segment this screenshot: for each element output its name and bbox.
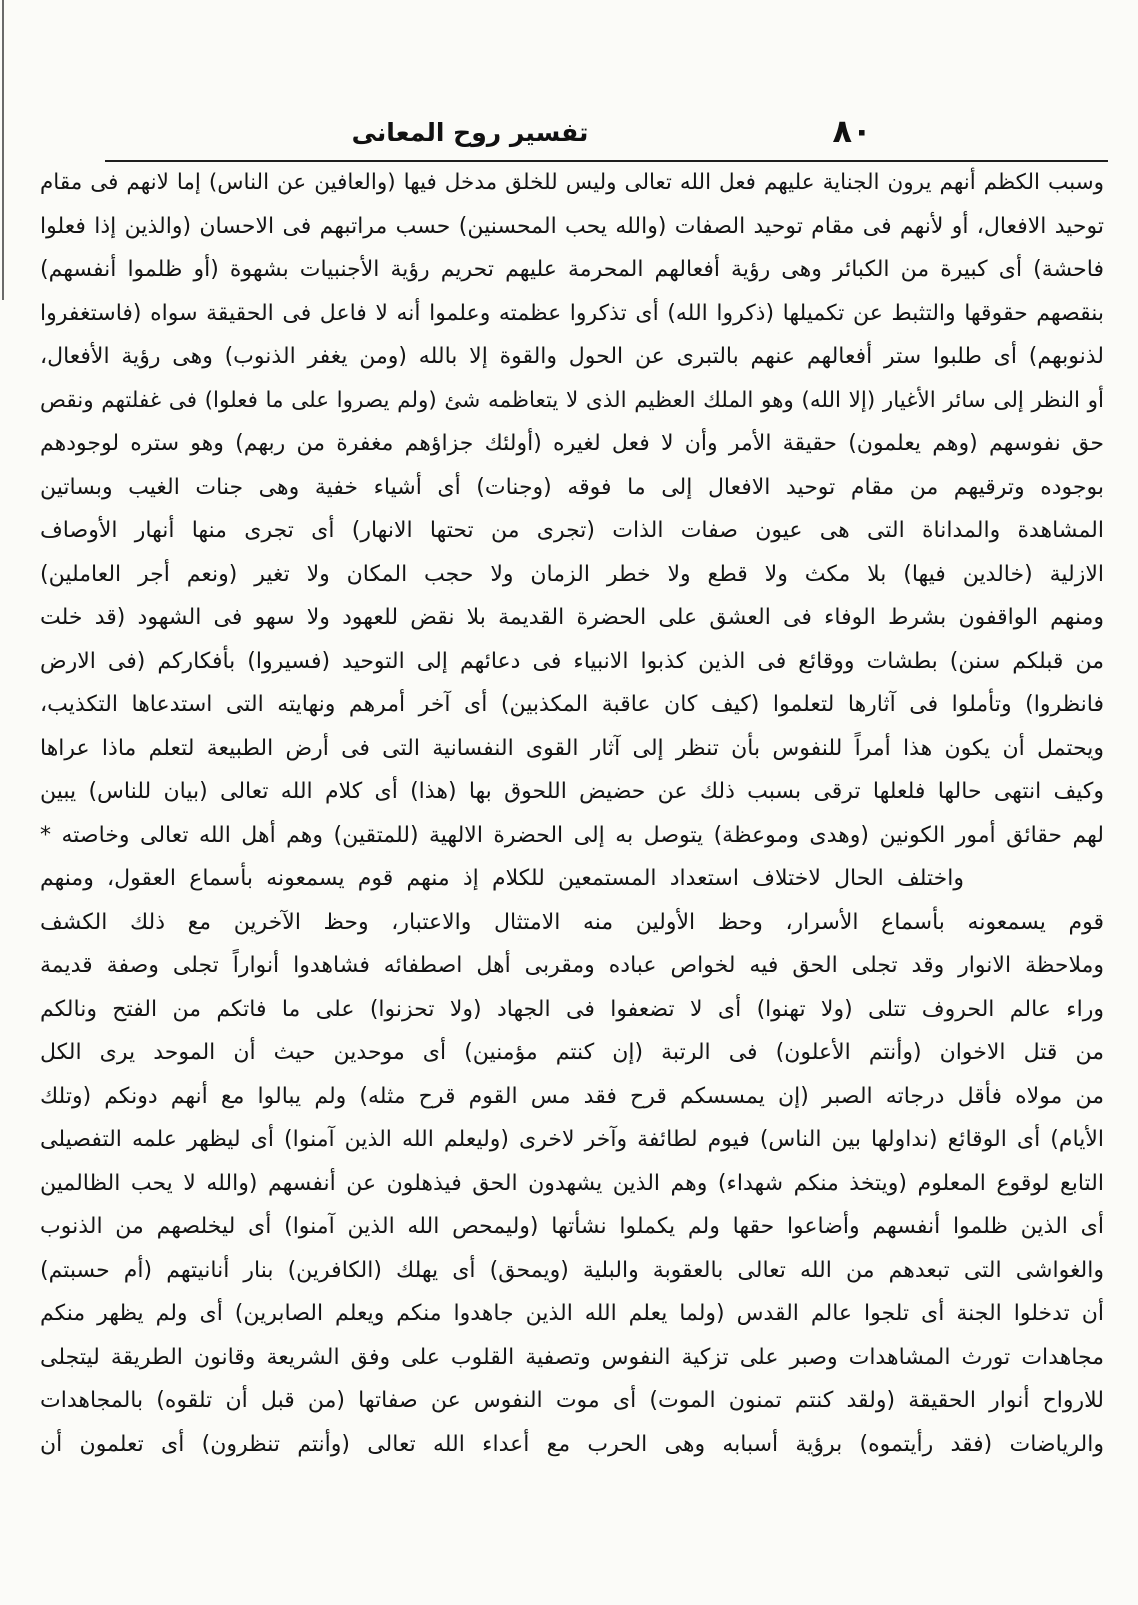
text-line <box>40 1118 1104 1162</box>
text-line <box>40 466 1104 510</box>
running-header <box>0 110 1138 160</box>
text-line <box>40 640 1104 684</box>
text-line-content: أو النظر إلى سائر الأغيار (إلا الله) وهو الملك العظيم الذى لا يتعاظمه شئ (ولم يصروا على ما فعلوا) فى غفلتهم ونقص <box>40 387 1104 413</box>
text-line-content: بوجوده وترقيهم من مقام توحيد الافعال إلى ما فوقه (وجنات) أى أشياء خفية وهى جنات الغيب وبساتين <box>40 474 1104 500</box>
text-line <box>40 292 1104 336</box>
text-line <box>40 422 1104 466</box>
text-line <box>40 1336 1104 1380</box>
text-line <box>40 770 1104 814</box>
text-line <box>40 248 1104 292</box>
text-line-content: أى الذين ظلموا أنفسهم وأضاعوا حقها ولم يكملوا نشأتها (وليمحص الله الذين آمنوا) أى ليخلصهم من الذنوب <box>40 1214 1104 1239</box>
text-line <box>40 335 1104 379</box>
text-line <box>40 683 1104 727</box>
text-line-content: من قتل الاخوان (وأنتم الأعلون) فى الرتبة (إن كنتم مؤمنين) أى موحدين حيث أن الموحد يرى الكل <box>40 1040 1104 1065</box>
text-line-content: فانظروا) وتأملوا فى آثارها لتعلموا (كيف كان عاقبة المكذبين) أى آخر أمرهم ونهايته التى استدعاها التكذيب، <box>40 692 1104 717</box>
page-number: ٨٠ <box>832 112 872 150</box>
text-line-content: لذنوبهم) أى طلبوا ستر أفعالهم عنهم بالتبرى عن الحول والقوة إلا بالله (ومن يغفر الذنوب) وهى رؤية الأفعال، <box>40 344 1104 369</box>
text-line <box>40 1379 1104 1423</box>
text-line-content: وكيف انتهى حالها فلعلها ترقى بسبب ذلك عن حضيض اللحوق بها (هذا) أى كلام الله تعالى (بيان للناس) يبين <box>40 779 1104 804</box>
text-line <box>40 1031 1104 1075</box>
text-line-content: الازلية (خالدين فيها) بلا مكث ولا قطع ولا خطر الزمان ولا حجب المكان ولا تغير (ونعم أجر العاملين) <box>40 561 1104 587</box>
text-line-content: للارواح أنوار الحقيقة (ولقد كنتم تمنون الموت) أى موت النفوس عن صفاتها (من قبل أن تلقوه) بالمجاهدات <box>40 1388 1104 1413</box>
text-line <box>40 1292 1104 1336</box>
text-line <box>40 205 1104 249</box>
text-line-content: التابع لوقوع المعلوم (ويتخذ منكم شهداء) وهم الذين يشهدون الحق فيذهلون عن أنفسهم (والله لا يحب الظالمين <box>40 1170 1104 1196</box>
text-line-content: أن تدخلوا الجنة أى تلجوا عالم القدس (ولما يعلم الله الذين جاهدوا منكم ويعلم الصابرين) أى ولم يظهر منكم <box>40 1301 1104 1326</box>
text-line-content: الأيام) أى الوقائع (نداولها بين الناس) فيوم لطائفة وآخر لاخرى (وليعلم الله الذين آمنوا) أى ليظهر علمه التفصيلى <box>40 1127 1104 1152</box>
text-line-content: من مولاه فأقل درجاته الصبر (إن يمسسكم قرح فقد مس القوم قرح مثله) ولم يبالوا مع أنهم دونكم (وتلك <box>40 1083 1104 1109</box>
text-line <box>40 988 1104 1032</box>
text-line-content: بنقصهم حقوقها والتثبط عن تكميلها (ذكروا الله) أى تذكروا عظمته وعلموا أنه لا فاعل فى الحقيقة سواه (فاستغفروا <box>40 300 1104 326</box>
text-line-content: قوم يسمعونه بأسماع الأسرار، وحظ الأولين منه الامتثال والاعتبار، وحظ الآخرين مع ذلك الكشف <box>40 909 1104 935</box>
text-line-content: ويحتمل أن يكون هذا أمراً للنفوس بأن تنظر إلى آثار القوى النفسانية التى فى أرض الطبيعة لتعلم ماذا عراها <box>40 735 1104 761</box>
text-line <box>40 161 1104 205</box>
paragraph-start-line <box>40 857 1104 901</box>
text-line <box>40 901 1104 945</box>
text-line-content: من قبلكم سنن) بطشات ووقائع فى الذين كذبوا الانبياء فى دعائهم إلى التوحيد (فسيروا) بأفكاركم (فى الارض <box>40 648 1104 674</box>
text-line-content: والغواشى التى تبعدهم من الله تعالى بالعقوبة والبلية (ويمحق) أى يهلك (الكافرين) بنار أنانيتهم (أم حسبتم) <box>40 1257 1104 1283</box>
text-line <box>40 1205 1104 1249</box>
text-line <box>40 596 1104 640</box>
text-line-content: لهم حقائق أمور الكونين (وهدى وموعظة) يتوصل به إلى الحضرة الالهية (للمتقين) وهم أهل الله تعالى وخاصته * <box>40 822 1104 848</box>
text-line-content: المشاهدة والمداناة التى هى عيون صفات الذات (تجرى من تحتها الانهار) أى تجرى منها أنهار الأوصاف <box>40 518 1104 543</box>
text-line-content: حق نفوسهم (وهم يعلمون) حقيقة الأمر وأن لا فعل لغيره (أولئك جزاؤهم مغفرة من ربهم) وهو ستره لوجودهم <box>40 431 1104 456</box>
text-line-content: ومنهم الواقفون بشرط الوفاء فى العشق على الحضرة القديمة بلا نقض للعهود ولا سهو فى الشهود (قد خلت <box>40 605 1104 630</box>
text-line <box>40 509 1104 553</box>
text-line-content: وسبب الكظم أنهم يرون الجناية عليهم فعل الله تعالى وليس للخلق مدخل فيها (والعافين عن الناس) إما لانهم فى مقام <box>40 170 1104 195</box>
text-line <box>40 1249 1104 1293</box>
text-line-content: توحيد الافعال، أو لأنهم فى مقام توحيد الصفات (والله يحب المحسنين) حسب مراتبهم فى الاحسان (والذين إذا فعلوا <box>40 213 1104 239</box>
text-line <box>40 727 1104 771</box>
text-line-content: وراء عالم الحروف تتلى (ولا تهنوا) أى لا تضعفوا فى الجهاد (ولا تحزنوا) على ما فاتكم من الفتح ونالكم <box>40 996 1104 1022</box>
text-line <box>40 1162 1104 1206</box>
text-line <box>40 814 1104 858</box>
text-line <box>40 1423 1104 1467</box>
running-title: تفسير روح المعانى <box>351 118 589 147</box>
text-line-content: مجاهدات تورث المشاهدات وصبر على تزكية النفوس وتصفية القلوب على وفق الشريعة وقانون الطريقة ليتجلى <box>40 1344 1104 1370</box>
commentary-text <box>40 161 1104 1466</box>
text-line-content: وملاحظة الانوار وقد تجلى الحق فيه لخواص عباده ومقربى أهل اصطفائه فشاهدوا أنواراً تجلى وصفة قديمة <box>40 953 1104 978</box>
text-line <box>40 944 1104 988</box>
text-line-content: واختلف الحال لاختلاف استعداد المستمعين للكلام إذ منهم قوم يسمعونه بأسماع العقول، ومنهم <box>40 866 964 891</box>
text-line <box>40 1075 1104 1119</box>
text-line <box>40 379 1104 423</box>
text-line-content: فاحشة) أى كبيرة من الكبائر وهى رؤية أفعالهم المحرمة عليهم تحريم رؤية الأجنبيات بشهوة (أو ظلموا أنفسهم) <box>40 257 1104 282</box>
text-line <box>40 553 1104 597</box>
text-line-content: والرياضات (فقد رأيتموه) برؤية أسبابه وهى الحرب مع أعداء الله تعالى (وأنتم تنظرون) أى تعلمون أن <box>40 1431 1104 1457</box>
